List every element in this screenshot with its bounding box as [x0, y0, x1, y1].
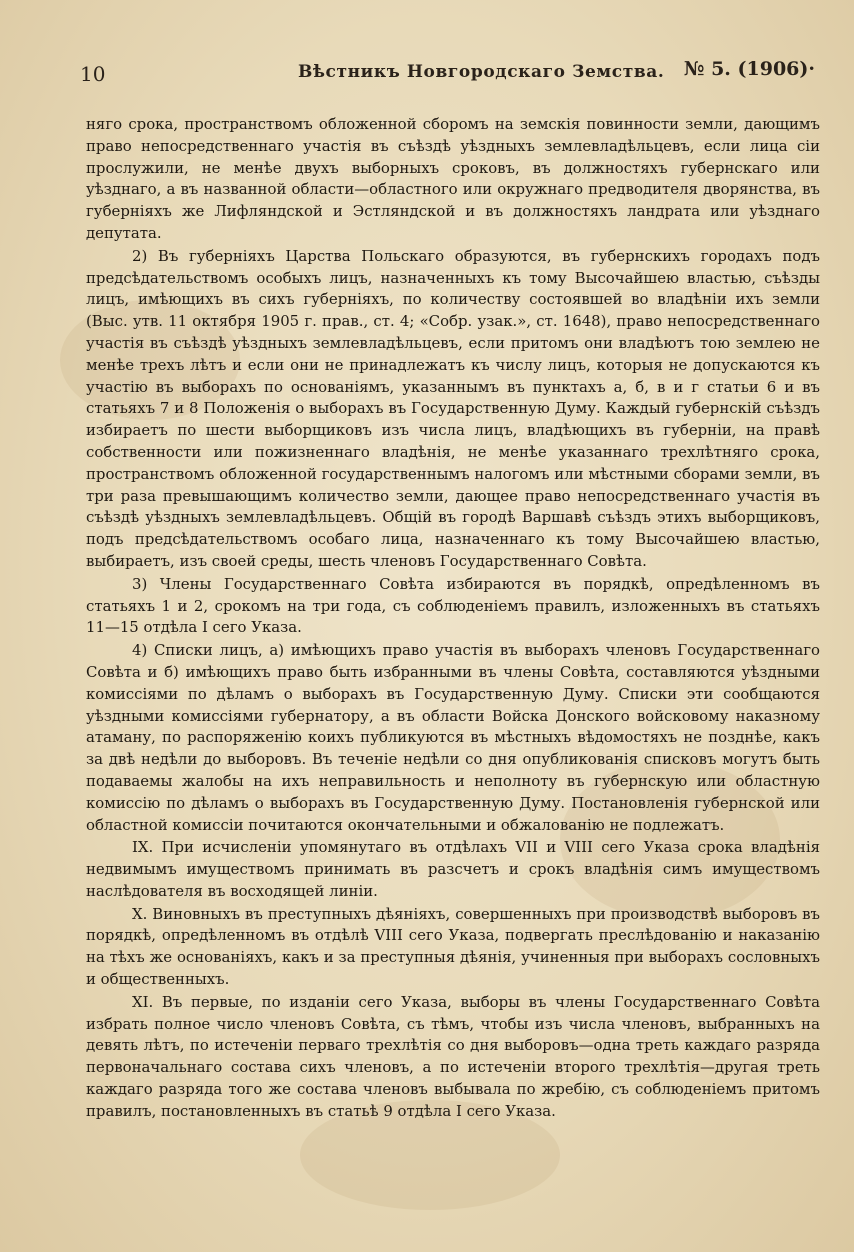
running-header [80, 52, 815, 84]
body-text [86, 114, 820, 1124]
page-number: 10 [80, 62, 106, 86]
section-xi: XI. Въ первые, по изданіи сего Указа, выборы въ члены Государственнаго Совѣта избрать полное число членовъ Совѣта, съ тѣмъ, чтобы изъ числа членовъ, выбранныхъ на девять лѣтъ, по истеченіи перваго трехлѣтія со дня выборовъ—одна треть каждаго разряда первоначальнаго состава сихъ членовъ, а по истеченіи второго трехлѣтія—другая треть каждаго разряда того же состава членовъ выбывала по жребію, съ соблюденіемъ притомъ правилъ, постановленныхъ въ статьѣ 9 отдѣла I сего Указа. [86, 992, 820, 1120]
section-ix: IX. При исчисленіи упомянутаго въ отдѣлахъ VII и VIII сего Указа срока владѣнія недвимымъ имуществомъ принимать въ разсчетъ и срокъ владѣнія симъ имуществомъ наслѣдователя въ восходящей линіи. [86, 838, 820, 900]
journal-title: Вѣстникъ Новгородскаго Земства. [298, 62, 665, 82]
paragraph-item-4: 4) Списки лицъ, а) имѣющихъ право участія въ выборахъ членовъ Государственнаго Совѣта и б) имѣющихъ право быть избранными въ члены Совѣта, составляются уѣздными комиссіями по дѣламъ о выборахъ въ Государственную Думу. Списки эти сообщаются уѣздными комиссіями губернатору, а въ области Войска Донского войсковому наказному атаману, по распоряженію коихъ публикуются въ мѣстныхъ вѣдомостяхъ не позднѣе, какъ за двѣ недѣли до выборовъ. Въ теченіе недѣли со дня опубликованія списковъ могутъ быть подаваемы жалобы на ихъ неправильность и неполноту въ губернскую или областную комиссію по дѣламъ о выборахъ въ Государственную Думу. Постановленія губернской или областной комиссіи почитаются окончательными и обжалованію не подлежатъ. [86, 641, 820, 834]
paragraph-continuation: няго срока, пространствомъ обложенной сборомъ на земскія повинности земли, дающимъ право непосредственнаго участія въ съѣздѣ уѣздныхъ землевладѣльцевъ, если лица сіи прослужили, не менѣе двухъ выборныхъ сроковъ, въ должностяхъ губернскаго или уѣзднаго, а въ названной области—областного или окружнаго предводителя дворянства, въ губерніяхъ же Лифляндской и Эстляндской и въ должностяхъ ландрата или уѣзднаго депутата. [86, 115, 820, 242]
issue-number: № 5. (1906)· [683, 58, 815, 80]
paragraph-item-2: 2) Въ губерніяхъ Царства Польскаго образуются, въ губернскихъ городахъ подъ предсѣдательствомъ особыхъ лицъ, назначенныхъ къ тому Высочайшею властью, съѣзды лицъ, имѣющихъ въ сихъ губерніяхъ, по количеству состоявшей во владѣніи ихъ земли (Выс. утв. 11 октября 1905 г. прав., ст. 4; «Собр. узак.», ст. 1648), право непосредственнаго участія въ съѣздѣ уѣздныхъ землевладѣльцевъ, если притомъ они владѣютъ тою землею не менѣе трехъ лѣтъ и если они не принадлежатъ къ числу лицъ, которыя не допускаются къ участію въ выборахъ по основаніямъ, указаннымъ въ пунктахъ а, б, в и г статьи 6 и въ статьяхъ 7 и 8 Положенія о выборахъ въ Государственную Думу. Каждый губернскій съѣздъ избираетъ по шести выборщиковъ изъ числа лицъ, владѣющихъ въ губерніи, на правѣ собственности или пожизненнаго владѣнія, не менѣе указаннаго трехлѣтняго срока, пространствомъ обложенной государственнымъ налогомъ или мѣстными сборами земли, въ три раза превышающимъ количество земли, дающее право непосредственнаго участія въ съѣздѣ уѣздныхъ землевладѣльцевъ. Общій въ городѣ Варшавѣ съѣздъ этихъ выборщиковъ, подъ предсѣдательствомъ особаго лица, назначеннаго къ тому Высочайшею властью, выбираетъ, изъ своей среды, шесть членовъ Государственнаго Совѣта. [86, 246, 820, 570]
paragraph-item-3: 3) Члены Государственнаго Совѣта избираются въ порядкѣ, опредѣленномъ въ статьяхъ 1 и 2, срокомъ на три года, съ соблюденіемъ правилъ, изложенныхъ въ статьяхъ 11—15 отдѣла I сего Указа. [86, 574, 820, 637]
section-x: X. Виновныхъ въ преступныхъ дѣяніяхъ, совершенныхъ при производствѣ выборовъ въ порядкѣ, опредѣленномъ въ отдѣлѣ VIII сего Указа, подвергать преслѣдованію и наказанію на тѣхъ же основаніяхъ, какъ и за преступныя дѣянія, учиненныя при выборахъ сословныхъ и общественныхъ. [86, 904, 820, 989]
